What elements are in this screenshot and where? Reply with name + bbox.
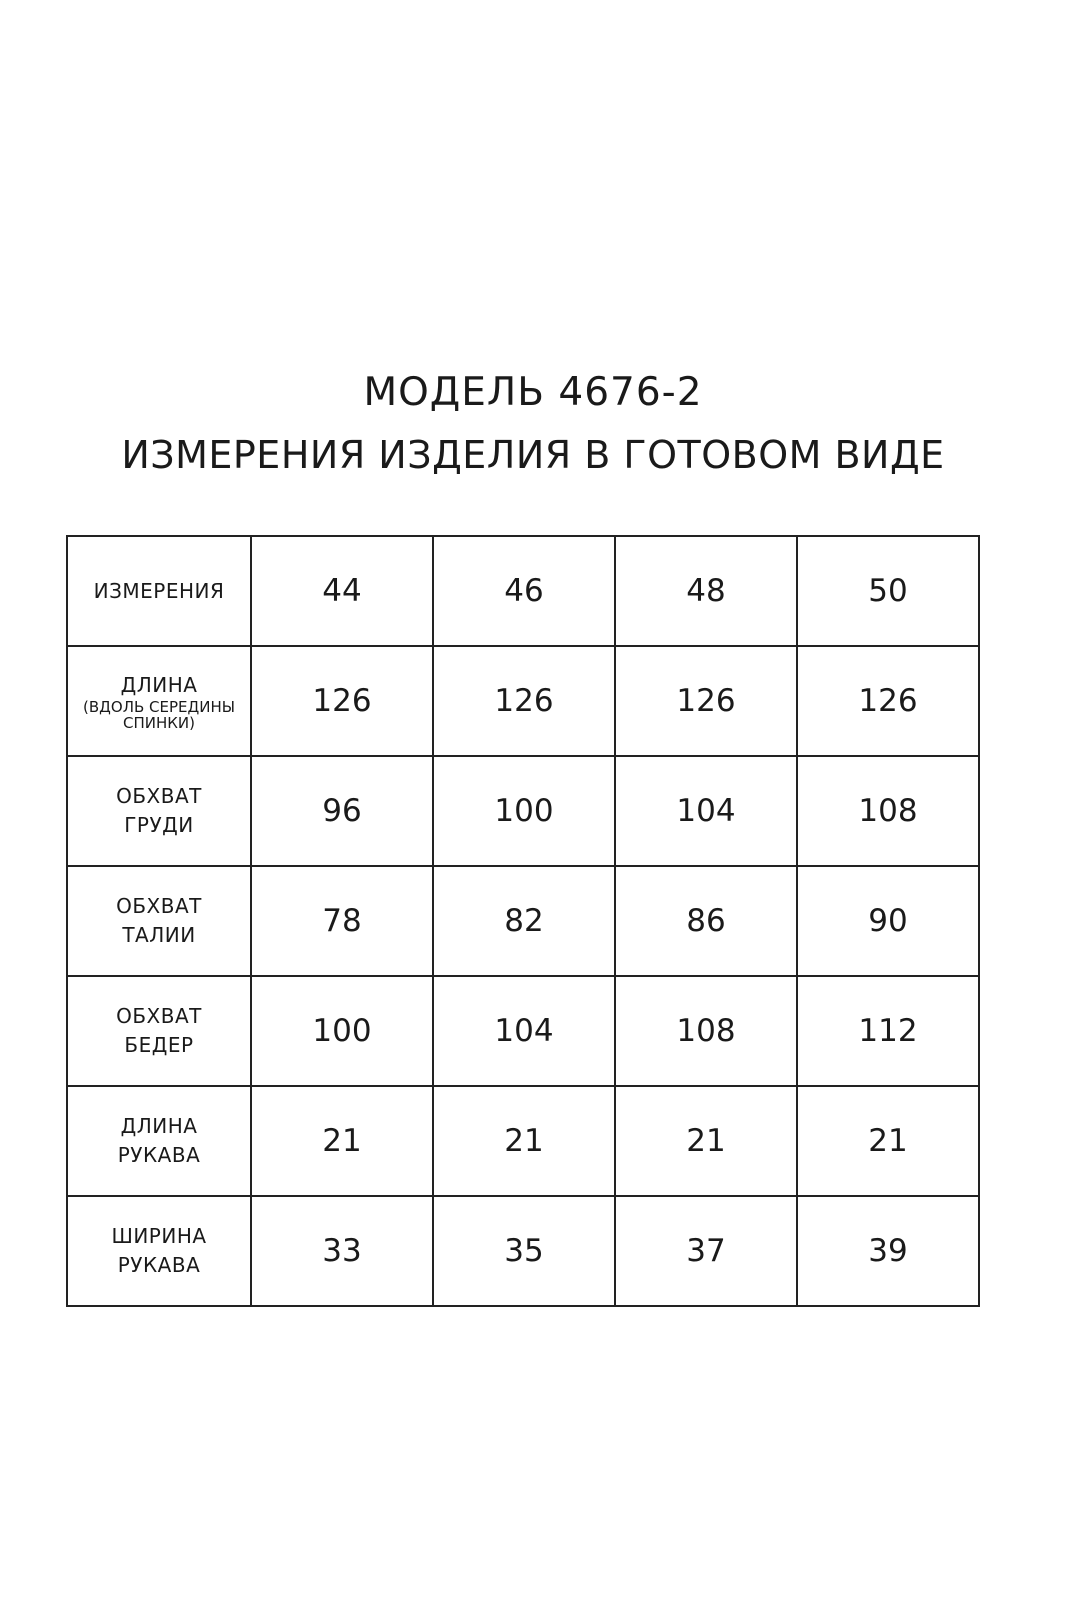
row-label-cell (67, 756, 251, 866)
size-header-cell: 48 (615, 536, 797, 646)
size-header-cell: 46 (433, 536, 615, 646)
table-cell: 104 (433, 976, 615, 1086)
header-label-cell (67, 536, 251, 646)
table-row (67, 1086, 979, 1196)
table-cell: 104 (615, 756, 797, 866)
table-cell: 21 (797, 1086, 979, 1196)
row-label-cell (67, 1196, 251, 1306)
row-label-line: ТАЛИИ (122, 923, 196, 947)
row-label-line: ДЛИНА (120, 1114, 198, 1138)
table-cell: 108 (615, 976, 797, 1086)
table-cell: 86 (615, 866, 797, 976)
header-label: ИЗМЕРЕНИЯ (93, 578, 225, 603)
table-cell: 82 (433, 866, 615, 976)
table-cell: 96 (251, 756, 433, 866)
table-row (67, 976, 979, 1086)
table-cell: 21 (251, 1086, 433, 1196)
row-label-note: СПИНКИ) (123, 713, 195, 732)
table-header-row (67, 536, 979, 646)
row-label-note: (ВДОЛЬ СЕРЕДИНЫ (83, 697, 235, 716)
table-cell: 39 (797, 1196, 979, 1306)
row-label-cell (67, 976, 251, 1086)
table-cell: 126 (251, 646, 433, 756)
row-label-line: ШИРИНА (111, 1224, 207, 1248)
row-label-line: ДЛИНА (120, 672, 198, 697)
table-cell: 126 (433, 646, 615, 756)
model-title: МОДЕЛЬ 4676-2 (363, 370, 703, 415)
table-cell: 126 (615, 646, 797, 756)
table-cell: 100 (251, 976, 433, 1086)
table-cell: 35 (433, 1196, 615, 1306)
row-label-cell (67, 866, 251, 976)
row-label-line: ОБХВАТ (116, 784, 202, 808)
table-row (67, 1196, 979, 1306)
table-cell: 78 (251, 866, 433, 976)
table-cell: 21 (615, 1086, 797, 1196)
row-label-cell (67, 646, 251, 756)
table-cell: 33 (251, 1196, 433, 1306)
row-label-cell (67, 1086, 251, 1196)
row-label-line: ОБХВАТ (116, 894, 202, 918)
table-cell: 112 (797, 976, 979, 1086)
size-header-cell: 44 (251, 536, 433, 646)
table-cell: 126 (797, 646, 979, 756)
row-label-line: БЕДЕР (124, 1033, 194, 1057)
row-label-line: РУКАВА (117, 1143, 201, 1167)
table-cell: 90 (797, 866, 979, 976)
table-row (67, 646, 979, 756)
size-chart-table (66, 535, 980, 1307)
table-row (67, 756, 979, 866)
table-cell: 108 (797, 756, 979, 866)
row-label-line: РУКАВА (117, 1253, 201, 1277)
row-label-line: ОБХВАТ (116, 1004, 202, 1028)
table-row (67, 866, 979, 976)
page-subtitle: ИЗМЕРЕНИЯ ИЗДЕЛИЯ В ГОТОВОМ ВИДЕ (121, 433, 945, 477)
table-cell: 100 (433, 756, 615, 866)
table-cell: 37 (615, 1196, 797, 1306)
table-cell: 21 (433, 1086, 615, 1196)
row-label-line: ГРУДИ (124, 813, 194, 837)
size-header-cell: 50 (797, 536, 979, 646)
